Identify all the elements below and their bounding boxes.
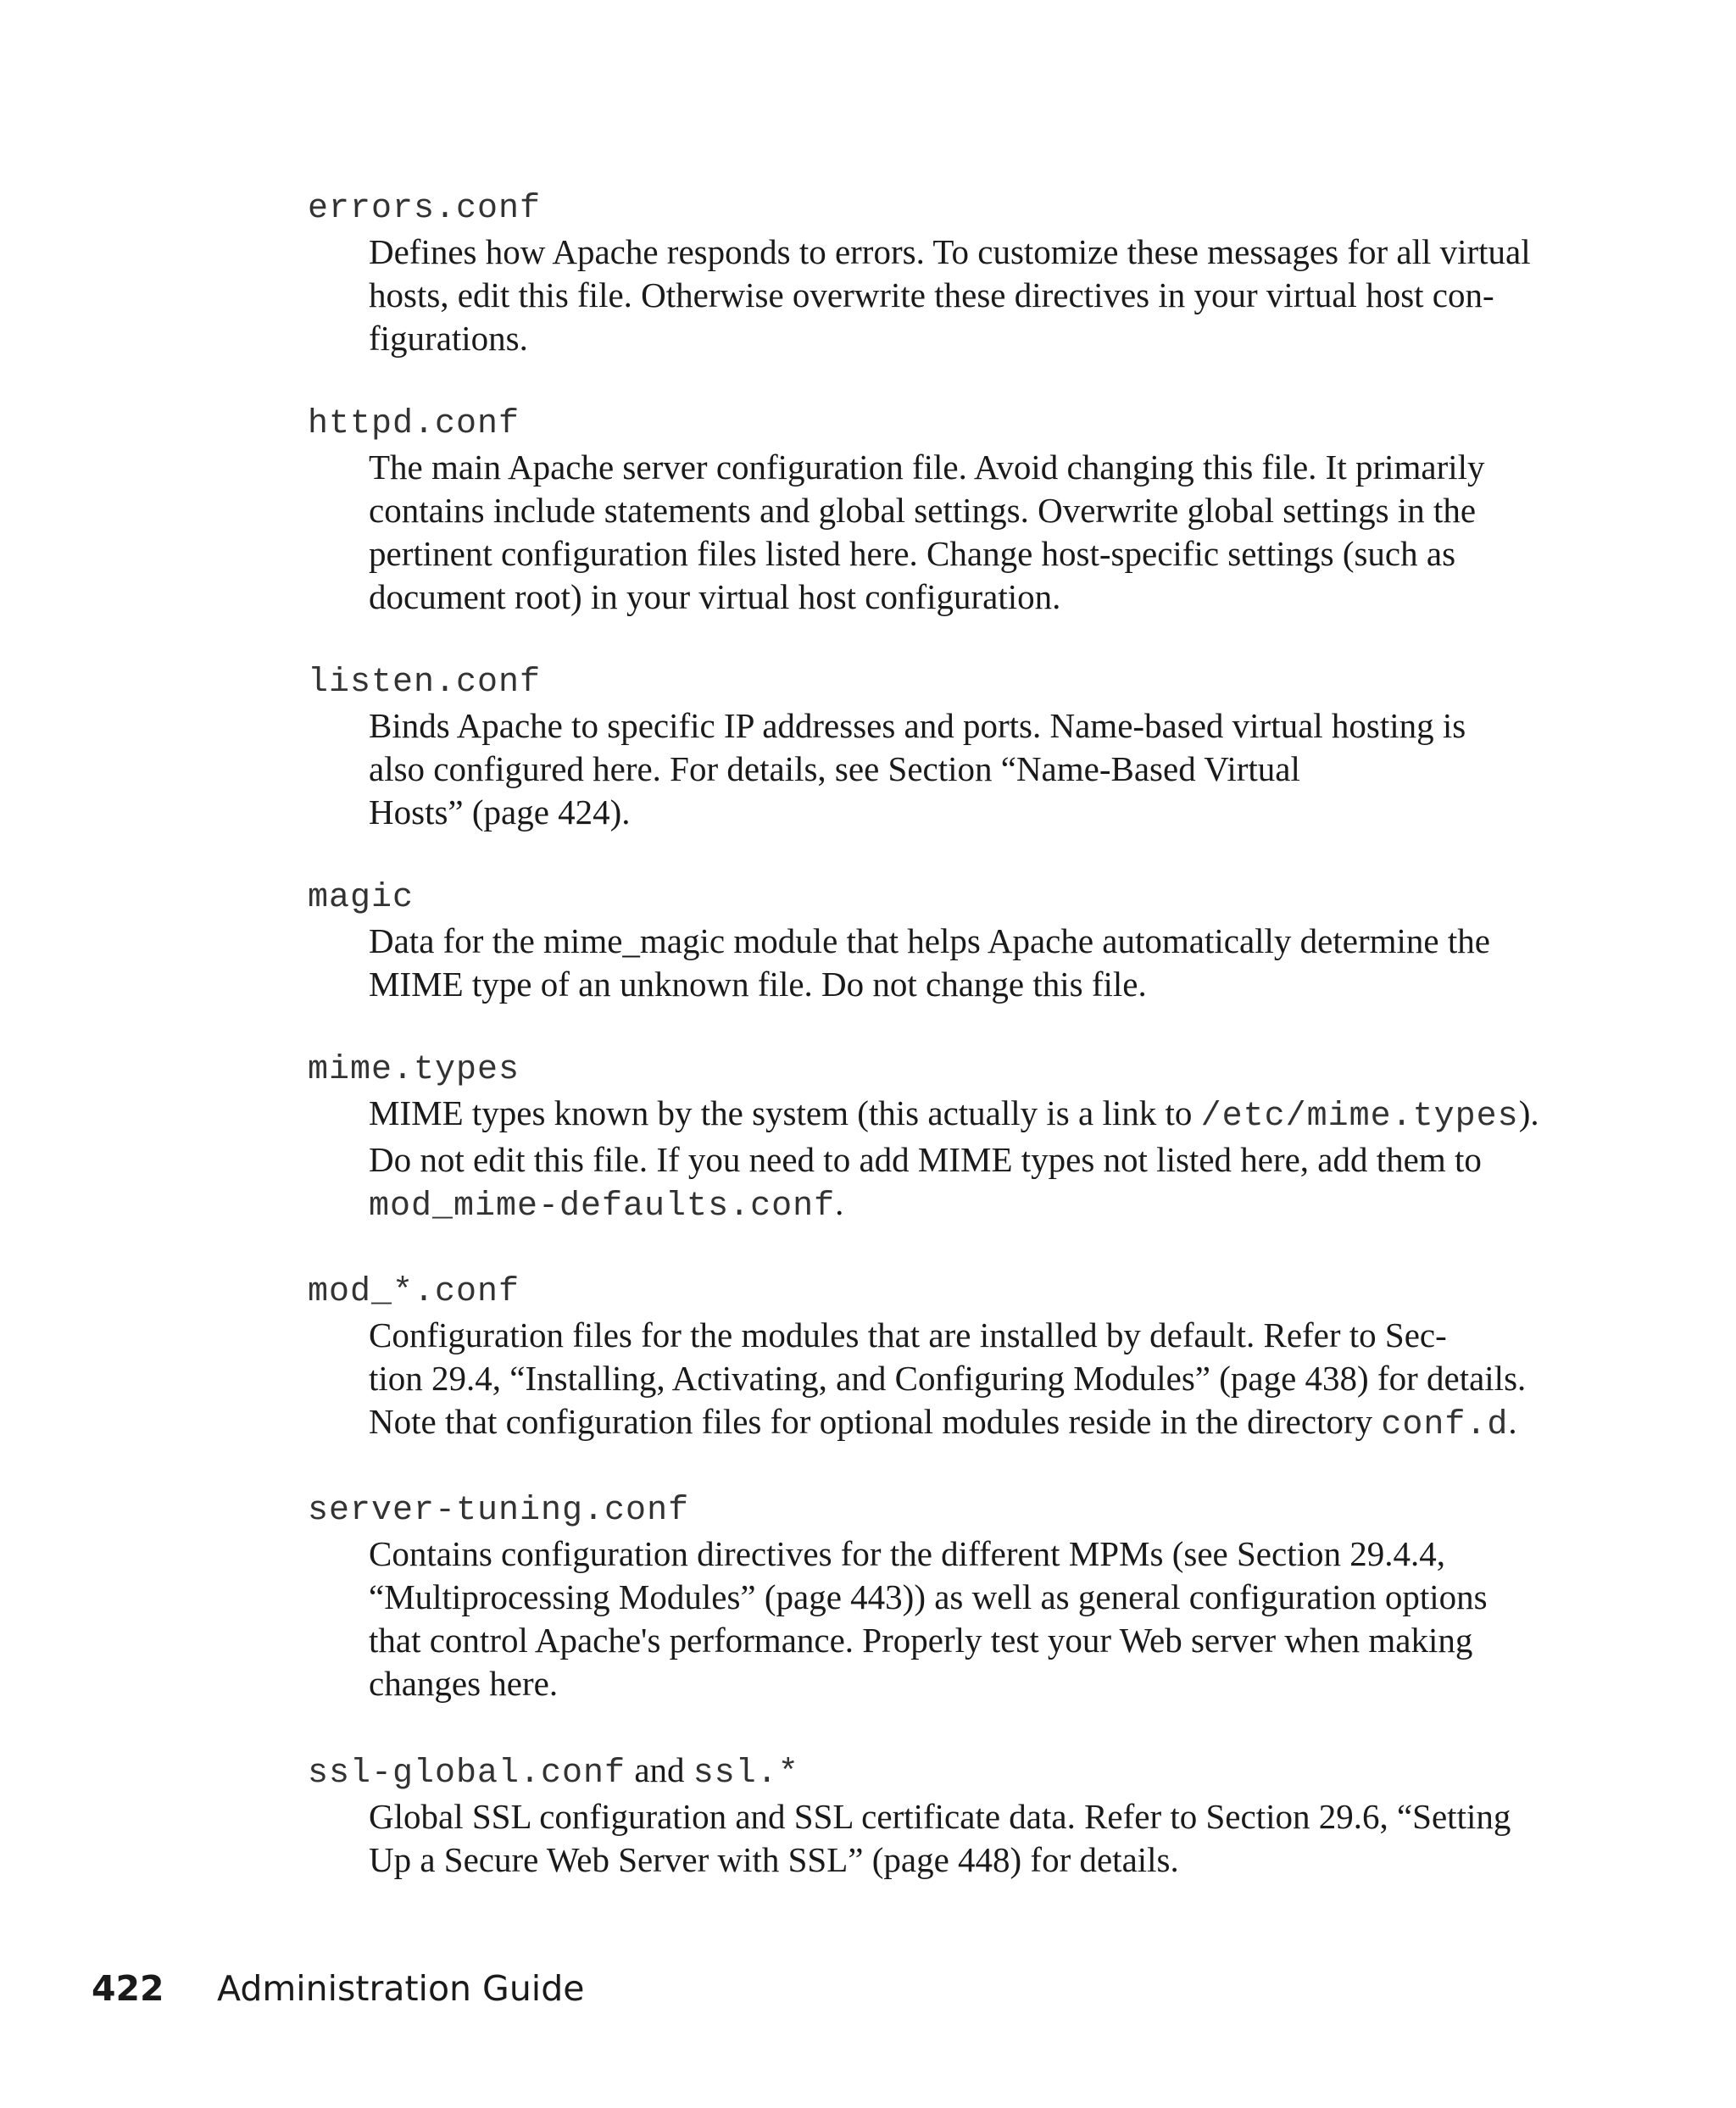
- description-line: tion 29.4, “Installing, Activating, and Configuring Modules” (page 438) for details.: [369, 1359, 1527, 1398]
- entry-term: mod_*.conf: [308, 1273, 520, 1311]
- inline-code: mod_mime-defaults.conf: [369, 1187, 836, 1226]
- entry-ssl-conf: [308, 1749, 1554, 1882]
- inline-code: conf.d: [1381, 1406, 1509, 1444]
- entry-description: [369, 1314, 1555, 1447]
- entry-description: [369, 920, 1555, 1006]
- entry-description: [369, 1092, 1555, 1228]
- entry-httpd-conf: [308, 403, 1554, 619]
- description-line: MIME type of an unknown file. Do not change this file.: [369, 965, 1147, 1004]
- description-text: .: [1508, 1402, 1517, 1441]
- entry-mod-conf: [308, 1271, 1554, 1447]
- description-line: Up a Secure Web Server with SSL” (page 448) for details.: [369, 1840, 1179, 1879]
- description-line: [369, 1182, 1555, 1228]
- entry-term: magic: [308, 879, 415, 917]
- description-line: hosts, edit this file. Otherwise overwrite these directives in your virtual host con-: [369, 275, 1494, 314]
- entry-description: [369, 1795, 1555, 1882]
- description-text: ).: [1518, 1093, 1539, 1132]
- entry-description: [369, 446, 1555, 619]
- description-line: The main Apache server configuration file. Avoid changing this file. It primarily: [369, 448, 1485, 487]
- entry-term: errors.conf: [308, 190, 542, 228]
- description-line: document root) in your virtual host configuration.: [369, 577, 1061, 616]
- entry-term: listen.conf: [308, 664, 542, 702]
- inline-code: /etc/mime.types: [1200, 1098, 1519, 1136]
- entry-description: [369, 1532, 1555, 1705]
- description-text: .: [835, 1183, 844, 1222]
- description-line: figurations.: [369, 319, 528, 358]
- term-code: ssl.*: [693, 1755, 799, 1793]
- entry-description: [369, 231, 1555, 360]
- description-line: Data for the mime_magic module that helps Apache automatically determine the: [369, 921, 1490, 960]
- entry-server-tuning-conf: [308, 1490, 1554, 1705]
- term-connector: and: [626, 1750, 693, 1789]
- description-line: Defines how Apache responds to errors. To customize these messages for all virtual: [369, 232, 1531, 271]
- description-line: also configured here. For details, see Section “Name-Based Virtual: [369, 749, 1300, 788]
- entry-term: mime.types: [308, 1051, 520, 1089]
- description-line: contains include statements and global settings. Overwrite global settings in the: [369, 491, 1477, 530]
- book-title: Administration Guide: [217, 1968, 585, 2009]
- description-line: [369, 1400, 1555, 1447]
- term-code: ssl-global.conf: [308, 1755, 626, 1793]
- description-line: pertinent configuration files listed here. Change host-specific settings (such as: [369, 534, 1456, 573]
- description-line: changes here.: [369, 1664, 559, 1703]
- description-line: Configuration files for the modules that are installed by default. Refer to Sec-: [369, 1315, 1447, 1354]
- description-text: MIME types known by the system (this actually is a link to: [369, 1093, 1201, 1132]
- page-number: 422: [92, 1968, 164, 2009]
- description-line: Do not edit this file. If you need to add MIME types not listed here, add them to: [369, 1140, 1482, 1179]
- description-line: Contains configuration directives for the different MPMs (see Section 29.4.4,: [369, 1534, 1445, 1573]
- entry-magic: [308, 877, 1554, 1006]
- description-line: “Multiprocessing Modules” (page 443)) as well as general configuration options: [369, 1577, 1488, 1616]
- entry-term: server-tuning.conf: [308, 1492, 690, 1530]
- entry-mime-types: [308, 1049, 1554, 1228]
- entry-term: [308, 1749, 1554, 1795]
- entry-term: httpd.conf: [308, 405, 520, 443]
- entry-listen-conf: [308, 662, 1554, 834]
- description-line: that control Apache's performance. Properly test your Web server when making: [369, 1621, 1473, 1660]
- description-line: Hosts” (page 424).: [369, 793, 631, 832]
- description-line: [369, 1092, 1555, 1138]
- description-line: Global SSL configuration and SSL certificate data. Refer to Section 29.6, “Setting: [369, 1797, 1511, 1836]
- entry-description: [369, 704, 1555, 834]
- document-body: [308, 188, 1554, 1925]
- description-line: Binds Apache to specific IP addresses and ports. Name-based virtual hosting is: [369, 706, 1466, 745]
- entry-errors-conf: [308, 188, 1554, 360]
- page-footer: [92, 1968, 584, 2009]
- description-text: Note that configuration files for optional modules reside in the directory: [369, 1402, 1382, 1441]
